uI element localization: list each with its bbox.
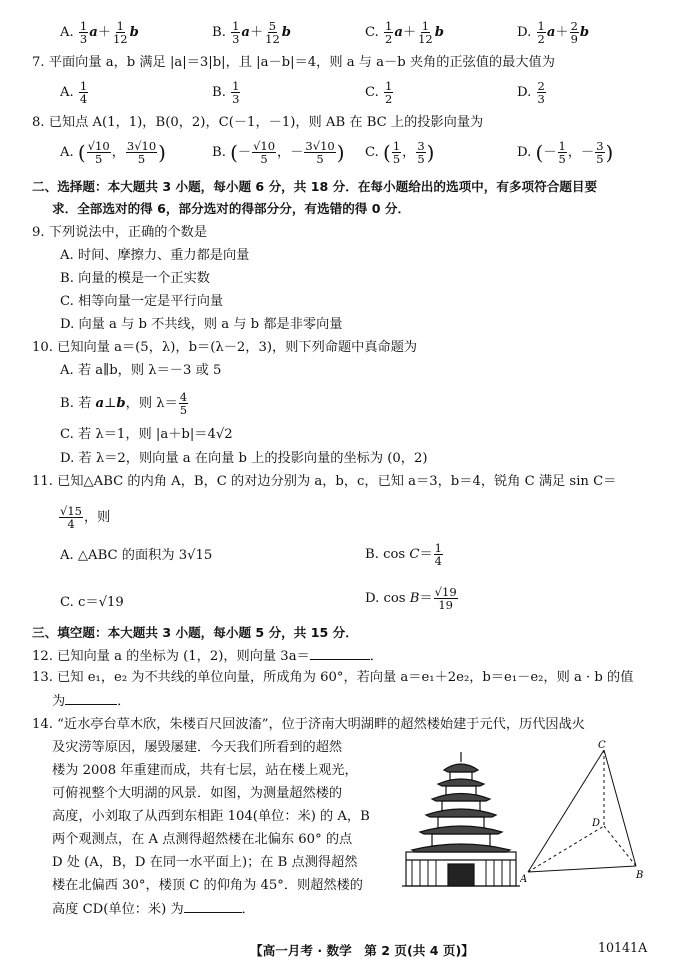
q11-option-d[interactable]: D. cos B＝ $\frac{√19}{19}$ [365, 585, 457, 612]
q14-line-9: 高度 CD(单位：米) 为 ． [52, 902, 255, 917]
q7-option-a[interactable]: A. $\frac{1}{4}$ [60, 79, 88, 106]
q9-stem: 9. 下列说法中，正确的个数是 [32, 225, 208, 240]
q10-option-a[interactable]: A. 若 a∥b，则 λ＝－3 或 5 [60, 363, 222, 378]
q7-stem: 7. 平面向量 a，b 满足 |a|＝3|b|，且 |a－b|＝4，则 a 与 a－b 夹角的正弦值的最大值为 [32, 55, 555, 70]
q8-stem: 8. 已知点 A(1，1)，B(0，2)，C(－1，－1)，则 AB 在 BC 上的投影向量为 [32, 115, 484, 130]
q9-option-a[interactable]: A. 时间、摩擦力、重力都是向量 [60, 248, 250, 263]
q8-option-c[interactable]: C. ( $\frac{1}{5}$ ， $\frac{3}{5}$ ) [365, 139, 435, 166]
q14-line-6: 两个观测点，在 A 点测得超然楼在北偏东 60° 的点 [52, 832, 353, 847]
q7-option-c[interactable]: C. $\frac{1}{2}$ [365, 79, 393, 106]
q10-option-c[interactable]: C. 若 λ＝1，则 |a＋b|＝4√2 [60, 427, 233, 442]
q11-stem: 11. 已知△ABC 的内角 A，B，C 的对边分别为 a，b，c，已知 a＝3，b＝4，锐角 C 满足 sin C＝ [32, 474, 617, 489]
page-code: 10141A [598, 940, 648, 955]
pagoda-illustration [400, 748, 522, 898]
q10-stem: 10. 已知向量 a＝(5，λ)，b＝(λ－2，3)，则下列命题中真命题为 [32, 340, 418, 355]
q13-answer-blank[interactable] [65, 692, 117, 705]
q8-option-a[interactable]: A. ( $\frac{√10}{5}$ ， $\frac{3√10}{5}$ ) [60, 139, 166, 166]
figure-label-a: A [520, 874, 528, 884]
geometry-figure [520, 738, 650, 884]
q7-option-d[interactable]: D. $\frac{2}{3}$ [517, 79, 545, 106]
q12-stem: 12. 已知向量 a 的坐标为 (1，2)，则向量 3a＝ ． [32, 649, 383, 664]
section2-heading: 二、选择题：本大题共 3 小题，每小题 6 分，共 18 分．在每小题给出的选项中，有多项符合题目要 [32, 179, 598, 194]
q8-option-b[interactable]: B. (－ $\frac{√10}{5}$ ，－ $\frac{3√10}{5}$ ) [212, 139, 345, 166]
q9-option-d[interactable]: D. 向量 a 与 b 不共线，则 a 与 b 都是非零向量 [60, 317, 343, 332]
q8-option-d[interactable]: D. (－ $\frac{1}{5}$ ，－ $\frac{3}{5}$ ) [517, 139, 614, 166]
q6-option-a[interactable]: A. $\frac{1}{3}$ a＋ $\frac{1}{12}$ b [60, 19, 139, 46]
q11-option-a[interactable]: A. △ABC 的面积为 3√15 [60, 548, 213, 563]
q14-line-7: D 处 (A，B，D 在同一水平面上)；在 B 点测得超然 [52, 855, 358, 870]
q14-line-4: 可俯视整个大明湖的风景．如图，为测量超然楼的 [52, 786, 343, 801]
q6-option-c[interactable]: C. $\frac{1}{2}$ a＋ $\frac{1}{12}$ b [365, 19, 444, 46]
q7-option-b[interactable]: B. $\frac{1}{3}$ [212, 79, 240, 106]
q13-stem: 13. 已知 e₁，e₂ 为不共线的单位向量，所成角为 60°，若向量 a＝e₁＋2e₂，b＝e₁－e₂，则 a · b 的值 [32, 670, 634, 685]
section2-heading-cont: 求．全部选对的得 6，部分选对的得部分分，有选错的得 0 分． [52, 201, 411, 216]
figure-label-d: D [592, 818, 601, 829]
q6-option-b[interactable]: B. $\frac{1}{3}$ a＋ $\frac{5}{12}$ b [212, 19, 292, 46]
q10-option-b[interactable]: B. 若 a⊥b，则 λ＝ $\frac{4}{5}$ [60, 390, 188, 417]
q12-answer-blank[interactable] [310, 647, 370, 660]
q9-option-b[interactable]: B. 向量的模是一个正实数 [60, 271, 210, 286]
section3-heading: 三、填空题：本大题共 3 小题，每小题 5 分，共 15 分． [32, 625, 358, 640]
q14-line-1: 14. “近水亭台草木欣，朱楼百尺回波滀”，位于济南大明湖畔的超然楼始建于元代，历代因战火 [32, 717, 585, 732]
q11-option-c[interactable]: C. c＝√19 [60, 595, 124, 610]
figure-label-c: C [598, 740, 606, 751]
q14-line-8: 楼在北偏西 30°，楼顶 C 的仰角为 45°．则超然楼的 [52, 878, 363, 893]
q13-stem-cont: 为 ． [52, 694, 131, 709]
q14-line-2: 及灾涝等原因，屡毁屡建．今天我们所看到的超然 [52, 740, 343, 755]
q6-option-d[interactable]: D. $\frac{1}{2}$ a＋ $\frac{2}{9}$ b [517, 19, 590, 46]
q14-answer-blank[interactable] [184, 900, 242, 913]
q14-line-5: 高度，小刘取了从西到东相距 104(单位：米) 的 A，B [52, 809, 370, 824]
q11-option-b[interactable]: B. cos C＝ $\frac{1}{4}$ [365, 541, 442, 568]
q10-option-d[interactable]: D. 若 λ＝2，则向量 a 在向量 b 上的投影向量的坐标为 (0，2) [60, 451, 428, 466]
page-footer: 【高一月考 · 数学 第 2 页(共 4 页)】 [250, 943, 474, 958]
q11-stem-cont: $\frac{√15}{4}$ ，则 [60, 504, 111, 531]
q9-option-c[interactable]: C. 相等向量一定是平行向量 [60, 294, 224, 309]
figure-label-b: B [636, 870, 644, 881]
q14-line-3: 楼为 2008 年重建而成，共有七层，站在楼上观光， [52, 763, 358, 778]
